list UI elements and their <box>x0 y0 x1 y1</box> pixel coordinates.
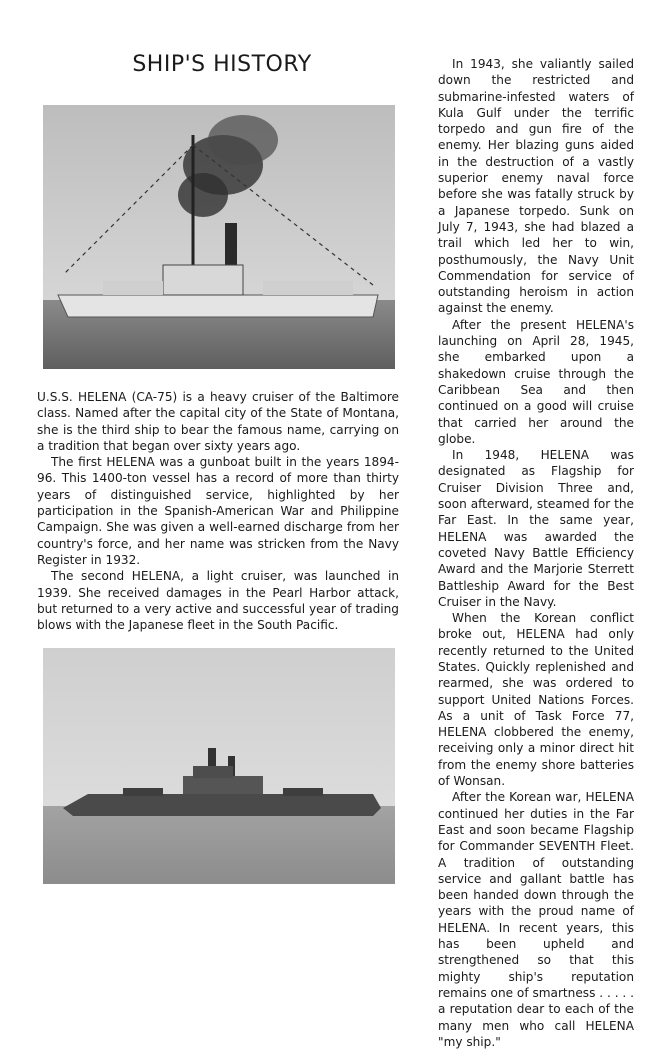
ship-photo-cruiser-icon <box>43 648 395 884</box>
paragraph-launching-1945: After the present HELENA's launching on April 28, 1945, she embarked upon a shakedown cruise through the Caribbean Sea and then continued on a good will cruise that carried her around the globe. <box>438 317 634 446</box>
ship-photo-gunboat-icon <box>43 105 395 369</box>
gunboat-photo <box>43 105 395 369</box>
page-title: SHIP'S HISTORY <box>132 52 312 77</box>
paragraph-flagship-1948: In 1948, HELENA was designated as Flagship for Cruiser Division Three and, soon afterward, steamed for the Far East. In the same year, HELENA was awarded the coveted Navy Battle Efficiency Award and the Marjorie Sterrett Battleship Award for the Best Cruiser in the Navy. <box>438 448 634 609</box>
paragraph-kula-gulf: In 1943, she valiantly sailed down the restricted and submarine-infested waters of Kula Gulf under the terrific torpedo and gun fire of the enemy. Her blazing guns aided in the destruction of a vastly superior enemy naval force before she was fatally struck by a Japanese torpedo. Sunk on July 7, 1943, she had blazed a trail which led her to win, posthumously, the Navy Unit Commendation for service of outstanding heroism in action against the enemy. <box>438 57 634 316</box>
history-right-column <box>438 56 634 1050</box>
paragraph-first-helena: The first HELENA was a gunboat built in the years 1894-96. This 1400-ton vessel has a record of more than thirty years of distinguished service, highlighted by her participation in the Spanish-American War and Philippine Campaign. She was given a well-earned discharge from her country's force, and her name was stricken from the Navy Register in 1932. <box>37 455 399 567</box>
paragraph-second-helena: The second HELENA, a light cruiser, was launched in 1939. She received damages in the Pearl Harbor attack, but returned to a very active and successful year of trading blows with the Japanese fleet in the South Pacific. <box>37 569 399 633</box>
history-left-column <box>37 389 399 633</box>
paragraph-helena-intro: U.S.S. HELENA (CA-75) is a heavy cruiser of the Baltimore class. Named after the capital city of the State of Montana, she is the third ship to bear the famous name, carrying on a tradition that began over sixty years ago. <box>37 390 399 453</box>
paragraph-after-korean-war: After the Korean war, HELENA continued her duties in the Far East and soon became Flagship for Commander SEVENTH Fleet. A tradition of outstanding service and gallant battle has been handed down through the years with the proud name of HELENA. In recent years, this has been upheld and strengthened so that this mighty ship's reputation remains one of smartness . . . . . a reputation dear to each of the many men who call HELENA "my ship." <box>438 790 634 1049</box>
cruiser-photo <box>43 648 395 884</box>
paragraph-korean-conflict: When the Korean conflict broke out, HELENA had only recently returned to the United States. Quickly replenished and rearmed, she was ordered to support United Nations Forces. As a unit of Task Force 77, HELENA clobbered the enemy, receiving only a minor direct hit from the enemy shore batteries of Wonsan. <box>438 611 634 789</box>
